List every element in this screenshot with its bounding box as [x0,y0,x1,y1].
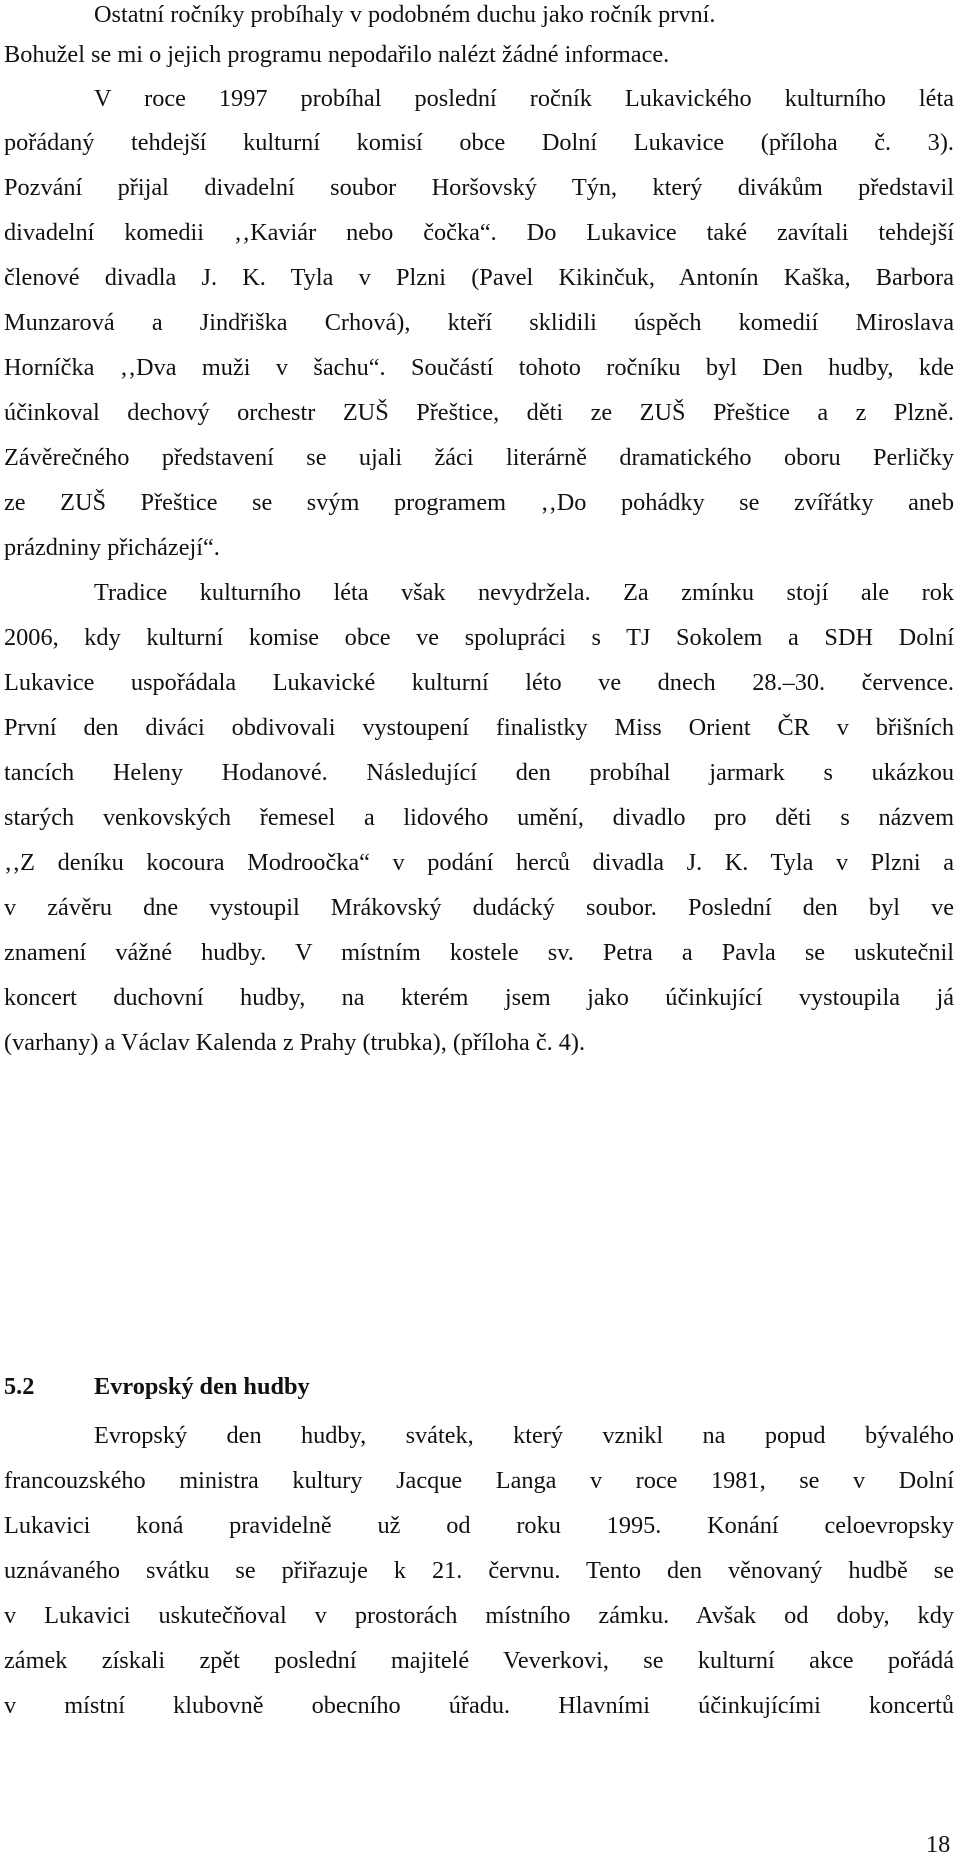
text-line: znamení vážné hudby. V místním kostele sv. Petra a Pavla se uskutečnil [4,939,954,966]
text-line: divadelní komedii ‚‚Kaviár nebo čočka“. Do Lukavice také zavítali tehdejší [4,219,954,246]
text-line: Ostatní ročníky probíhaly v podobném duchu jako ročník první. [94,1,716,28]
section-heading [4,1372,310,1402]
text-line: Tradice kulturního léta však nevydržela. Za zmínku stojí ale rok [94,579,954,606]
text-line: Pozvání přijal divadelní soubor Horšovský Týn, který divákům představil [4,174,954,201]
text-line: tancích Heleny Hodanové. Následující den probíhal jarmark s ukázkou [4,759,954,786]
text-line: ‚‚Z deníku kocoura Modroočka“ v podání herců divadla J. K. Tyla v Plzni a [4,849,954,876]
text-line: Lukavici koná pravidelně už od roku 1995. Konání celoevropsky [4,1512,954,1539]
text-line: koncert duchovní hudby, na kterém jsem jako účinkující vystoupila já [4,984,954,1011]
text-line: Závěrečného představení se ujali žáci literárně dramatického oboru Perličky [4,444,954,471]
text-line: Lukavice uspořádala Lukavické kulturní léto ve dnech 28.–30. července. [4,669,954,696]
text-line: uznávaného svátku se přiřazuje k 21. červnu. Tento den věnovaný hudbě se [4,1557,954,1584]
section-title: Evropský den hudby [94,1373,310,1400]
text-line: 2006, kdy kulturní komise obce ve spolupráci s TJ Sokolem a SDH Dolní [4,624,954,651]
text-line: Horníčka ‚‚Dva muži v šachu“. Součástí tohoto ročníku byl Den hudby, kde [4,354,954,381]
text-line: v Lukavici uskutečňoval v prostorách místního zámku. Avšak od doby, kdy [4,1602,954,1629]
text-line: ze ZUŠ Přeštice se svým programem ‚‚Do pohádky se zvířátky aneb [4,489,954,516]
text-line: (varhany) a Václav Kalenda z Prahy (trubka), (příloha č. 4). [4,1029,586,1056]
page-number: 18 [926,1831,951,1858]
text-line: členové divadla J. K. Tyla v Plzni (Pavel Kikinčuk, Antonín Kaška, Barbora [4,264,954,291]
text-line: zámek získali zpět poslední majitelé Veverkovi, se kulturní akce pořádá [4,1647,954,1674]
text-line: Munzarová a Jindřiška Crhová), kteří sklidili úspěch komedií Miroslava [4,309,954,336]
text-line: v místní klubovně obecního úřadu. Hlavními účinkujícími koncertů [4,1692,954,1719]
text-line: starých venkovských řemesel a lidového umění, divadlo pro děti s názvem [4,804,954,831]
text-line: pořádaný tehdejší kulturní komisí obce Dolní Lukavice (příloha č. 3). [4,129,954,156]
text-line: v závěru dne vystoupil Mrákovský dudácký soubor. Poslední den byl ve [4,894,954,921]
text-line: prázdniny přicházejí“. [4,534,220,561]
text-line: účinkoval dechový orchestr ZUŠ Přeštice, děti ze ZUŠ Přeštice a z Plzně. [4,399,954,426]
section-number: 5.2 [4,1373,35,1400]
text-line: francouzského ministra kultury Jacque Langa v roce 1981, se v Dolní [4,1467,954,1494]
text-line: První den diváci obdivovali vystoupení finalistky Miss Orient ČR v břišních [4,714,954,741]
text-line: V roce 1997 probíhal poslední ročník Lukavického kulturního léta [94,85,954,112]
text-line: Evropský den hudby, svátek, který vznikl na popud bývalého [94,1422,954,1449]
text-line: Bohužel se mi o jejich programu nepodařilo nalézt žádné informace. [4,41,670,68]
